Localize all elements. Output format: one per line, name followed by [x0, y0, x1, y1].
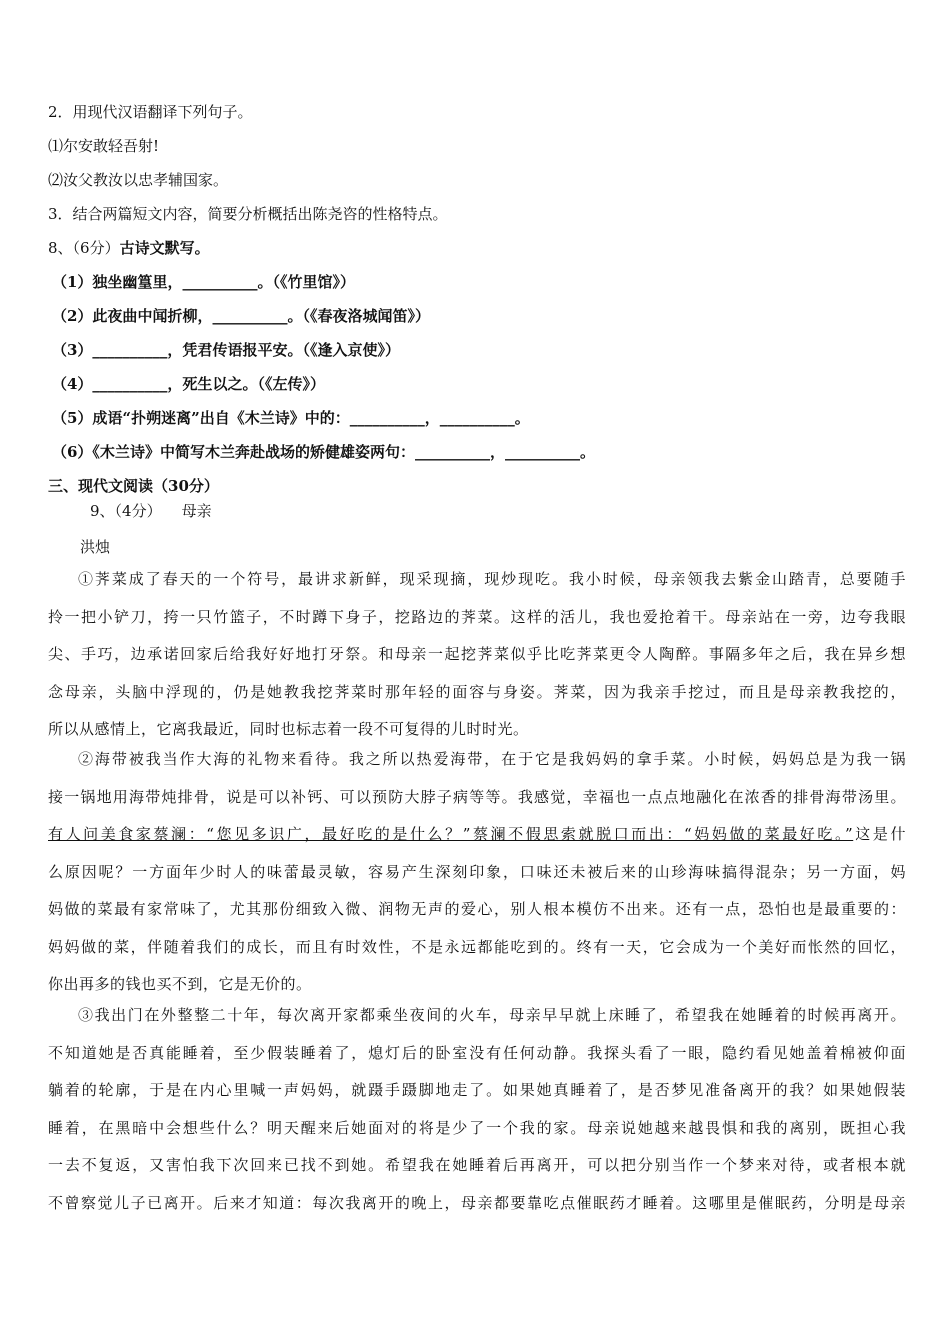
- article-paragraph-1: [48, 561, 906, 749]
- paragraph-line-underlined: [48, 816, 906, 854]
- q2-heading: 2．用现代汉语翻译下列句子。: [48, 103, 253, 121]
- underlined-sentence: 有人问美食家蔡澜：“您见多识广，最好吃的是什么？”蔡澜不假思索就脱口而出：“妈妈做的菜最好吃。”: [48, 825, 854, 843]
- paragraph-line: ①荠菜成了春天的一个符号，最讲求新鲜，现采现摘，现炒现吃。我小时候，母亲领我去紫金山踏青，总要随手: [78, 570, 906, 588]
- article-author: 洪烛: [80, 538, 111, 556]
- paragraph-line: ②海带被我当作大海的礼物来看待。我之所以热爱海带，在于它是我妈妈的拿手菜。小时候，妈妈总是为我一锅: [78, 750, 906, 768]
- paragraph-line: 所以从感情上，它离我最近，同时也标志着一段不可复得的儿时时光。: [48, 720, 529, 738]
- paragraph-line: 不知道她是否真能睡着，至少假装睡着了，熄灯后的卧室没有任何动静。我探头看了一眼，隐约看见她盖着棉被仰面: [48, 1043, 906, 1062]
- paragraph-line: 接一锅地用海带炖排骨，说是可以补钙、可以预防大脖子病等等。我感觉，幸福也一点点地融化在浓香的排骨海带汤里。: [48, 787, 906, 806]
- q8-item-1: （1）独坐幽篁里，__________。（《竹里馆》）: [52, 273, 355, 291]
- article-title: 母亲: [181, 502, 212, 520]
- q9-number: 9、（4分）: [90, 502, 162, 520]
- paragraph-line: 不曾察觉儿子已离开。后来才知道：每次我离开的晚上，母亲都要靠吃点催眠药才睡着。这哪里是催眠药，分明是母亲: [48, 1193, 906, 1212]
- q8-item-2: （2）此夜曲中闻折柳，__________。（《春夜洛城闻笛》）: [52, 307, 430, 325]
- q2-item-2: ⑵汝父教汝以忠孝辅国家。: [48, 171, 229, 189]
- paragraph-line: 一去不复返，又害怕我下次回来已找不到她。希望我在她睡着后再离开，可以把分别当作一个梦来对待，或者根本就: [48, 1156, 906, 1174]
- q8-title: 古诗文默写。: [119, 239, 210, 257]
- q8-item-5: （5）成语“扑朔迷离”出自《木兰诗》中的：__________，__________。: [52, 409, 530, 427]
- q8-item-6: （6）《木兰诗》中简写木兰奔赴战场的矫健雄姿两句：__________，__________。: [52, 443, 595, 461]
- article-paragraph-3: [48, 997, 906, 1222]
- section-3-heading: 三、现代文阅读（30分）: [48, 477, 219, 495]
- q8-item-3: （3）__________，凭君传语报平安。（《逢入京使》）: [52, 341, 400, 359]
- q8-heading: [48, 238, 210, 258]
- paragraph-line: 躺着的轮廓，于是在内心里喊一声妈妈，就蹑手蹑脚地走了。如果她真睡着了，是否梦见准备离开的我？如果她假装: [48, 1081, 906, 1099]
- q8-number: 8、（6分）: [48, 239, 120, 257]
- paragraph-tail: 这是什: [853, 825, 906, 843]
- paragraph-line: 么原因呢？一方面年少时人的味蕾最灵敏，容易产生深刻印象，口味还未被后来的山珍海味搞得混杂；另一方面，妈: [48, 862, 906, 881]
- paragraph-line: 妈妈做的菜，伴随着我们的成长，而且有时效性，不是永远都能吃到的。终有一天，它会成为一个美好而怅然的回忆，: [48, 937, 906, 956]
- q2-item-1: ⑴尔安敢轻吾射!: [48, 137, 160, 155]
- paragraph-line: ③我出门在外整整二十年，每次离开家都乘坐夜间的火车，母亲早早就上床睡了，希望我在她睡着的时候再离开。: [78, 1006, 906, 1024]
- q3-heading: 3．结合两篇短文内容，简要分析概括出陈尧咨的性格特点。: [48, 205, 448, 223]
- article-paragraph-2: [48, 741, 906, 1004]
- paragraph-line: 妈做的菜最有家常味了，尤其那份细致入微、润物无声的爱心，别人根本模仿不出来。还有一点，恐怕也是最重要的：: [48, 900, 906, 918]
- paragraph-line: 尖、手巧，边承诺回家后给我好好地打牙祭。和母亲一起挖荠菜似乎比吃荠菜更令人陶醉。事隔多年之后，我在异乡想: [48, 645, 906, 663]
- q8-item-4: （4）__________，死生以之。（《左传》）: [52, 375, 325, 393]
- paragraph-line: 念母亲，头脑中浮现的，仍是她教我挖荠菜时那年轻的面容与身姿。荠菜，因为我亲手挖过，而且是母亲教我挖的，: [48, 682, 906, 701]
- q9-heading: [90, 501, 212, 521]
- paragraph-line: 拎一把小铲刀，挎一只竹篮子，不时蹲下身子，挖路边的荠菜。这样的活儿，我也爱抢着干。母亲站在一旁，边夸我眼: [48, 607, 906, 626]
- paragraph-line: 你出再多的钱也买不到，它是无价的。: [48, 975, 312, 993]
- paragraph-line: 睡着，在黑暗中会想些什么？明天醒来后她面对的将是少了一个我的家。母亲说她越来越畏惧和我的离别，既担心我: [48, 1118, 906, 1137]
